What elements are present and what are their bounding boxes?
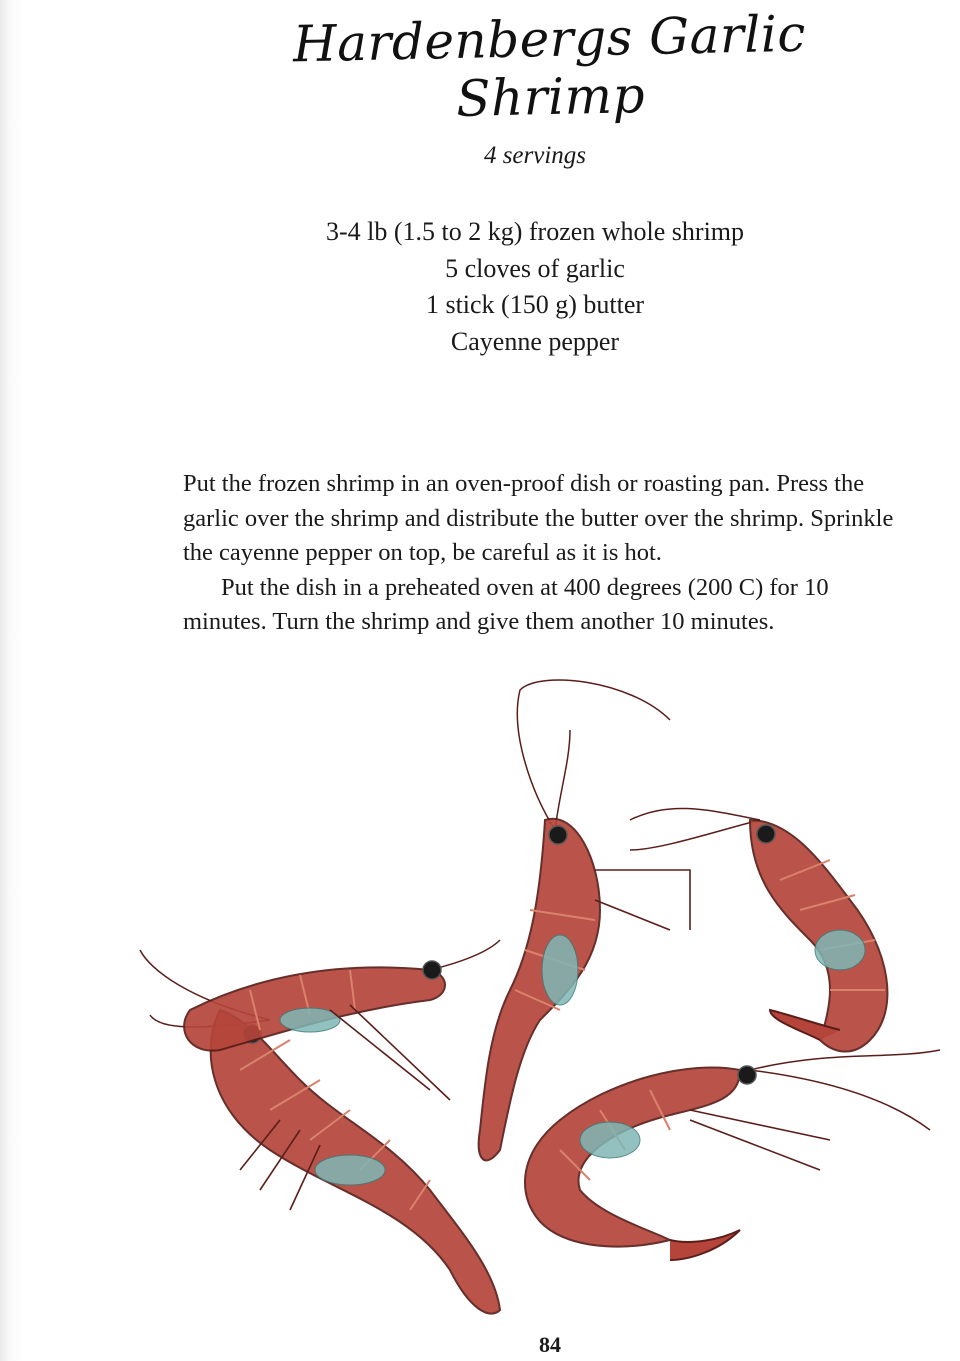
servings-text: 4 servings <box>483 142 587 169</box>
method-paragraph: Put the frozen shrimp in an oven-proof dish or roasting pan. Press the garlic over the shrimp and distribute the butter over the shrimp. Sprinkle the cayenne pepper on top, be careful as it is hot. <box>183 470 894 566</box>
shrimp-drawing <box>525 1050 940 1260</box>
method-text <box>183 467 903 640</box>
shrimp-illustration <box>130 670 960 1340</box>
ingredient-item: Cayenne pepper <box>450 326 620 356</box>
recipe-title: Hardenbergs Garlic Shrimp <box>292 4 807 128</box>
ingredient-list <box>0 214 960 360</box>
ingredient-item: 1 stick (150 g) butter <box>425 290 645 319</box>
ingredient-item: 3-4 lb (1.5 to 2 kg) frozen whole shrimp <box>325 217 745 246</box>
ingredient-item: 5 cloves of garlic <box>445 253 625 283</box>
page-number: 84 <box>539 1332 561 1357</box>
method-paragraph: Put the dish in a preheated oven at 400 degrees (200 C) for 10 minutes. Turn the shrimp and give them another 10 minutes. <box>183 573 829 635</box>
